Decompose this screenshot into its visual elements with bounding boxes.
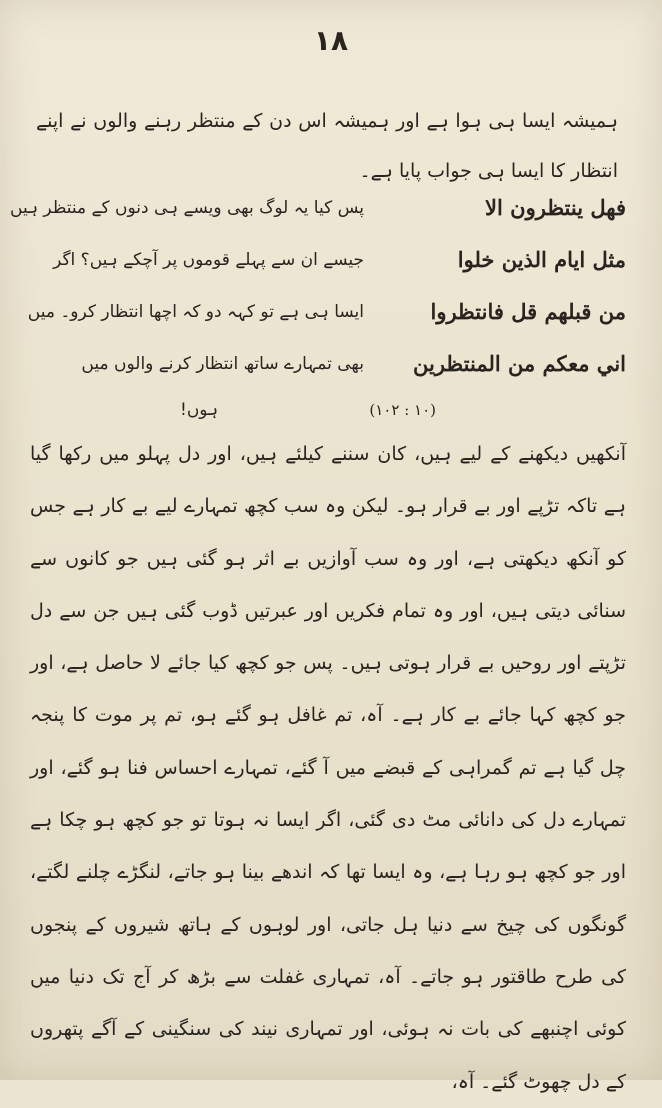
body-paragraph: آنکھیں دیکھنے کے لیے ہیں، کان سننے کیلئے ہیں، اور دل پہلو میں رکھا گیا ہے تاکہ تڑپے اور بے قرار ہو۔ لیکن وہ سب کچھ تمہارے لیے بے کار ہے جس کو آنکھ دیکھتی ہے، اور وہ سب آوازیں بے اثر ہو گئی ہیں جو کانوں سے سنائی دیتی ہیں، اور وہ تمام فکریں اور عبرتیں ڈوب گئی ہیں جن سے دل تڑپتے اور روحیں بے قرار ہوتی ہیں۔ پس جو کچھ کیا جائے لا حاصل ہے، اور جو کچھ کہا جائے بے کار ہے۔ آہ، تم غافل ہو گئے ہو، تم پر موت کا پنجہ چل گیا ہے تم گمراہی کے قبضے میں آ گئے، تمہارے احساس فنا ہو گئے، اور تمہارے دل کی دانائی مٹ دی گئی، اگر ایسا نہ ہوتا تو جو کچھ ہو چکا ہے اور جو کچھ ہو رہا ہے، وہ ایسا تھا کہ اندھے بینا ہو جاتے، لنگڑے چلنے لگتے، گونگوں کی چیخ سے دنیا ہل جاتی، اور لوہوں کے ہاتھ شیروں کے پنجوں کی طرح طاقتور ہو جاتے۔ آہ، تمہاری غفلت سے بڑھ کر آج تک دنیا میں کوئی اچنبھے کی بات نہ ہوئی، اور تمہاری نیند کی سنگینی کے آگے پتھروں کے دل چھوٹ گئے۔ آہ، xyxy=(30,443,626,1093)
verse-arabic-line: اني معكم من المنتظرين xyxy=(413,351,626,376)
verse-translation-line: پس کیا یہ لوگ بھی ویسے ہی دنوں کے منتظر ہیں xyxy=(10,198,364,218)
verse-translation-line: جیسے ان سے پہلے قوموں پر آچکے ہیں؟ اگر xyxy=(53,250,364,270)
verse-arabic-line: فهل ينتظرون الا xyxy=(485,195,626,220)
verse-arabic-line: من قبلهم قل فانتظروا xyxy=(430,299,626,324)
verse-arabic-column xyxy=(380,182,626,390)
verse-translation-line: ایسا ہی ہے تو کہہ دو کہ اچھا انتظار کرو۔ میں xyxy=(27,302,364,322)
verse-translation-end: ہوں! xyxy=(180,400,219,420)
verse-arabic-line: مثل ايام الذين خلوا xyxy=(457,247,626,272)
verse-reference: (۱۰ : ۱۰۲) xyxy=(369,401,436,419)
verse-tail xyxy=(30,392,626,428)
intro-paragraph: ہمیشہ ایسا ہی ہوا ہے اور ہمیشہ اس دن کے منتظر رہنے والوں نے اپنے انتظار کا ایسا ہی جواب پایا ہے۔ xyxy=(36,110,618,182)
verse-translation-line: بھی تمہارے ساتھ انتظار کرنے والوں میں xyxy=(81,354,364,374)
quran-verse-block xyxy=(10,182,626,392)
page-number: ۱۸ xyxy=(313,24,349,57)
verse-translation-column xyxy=(10,182,364,390)
